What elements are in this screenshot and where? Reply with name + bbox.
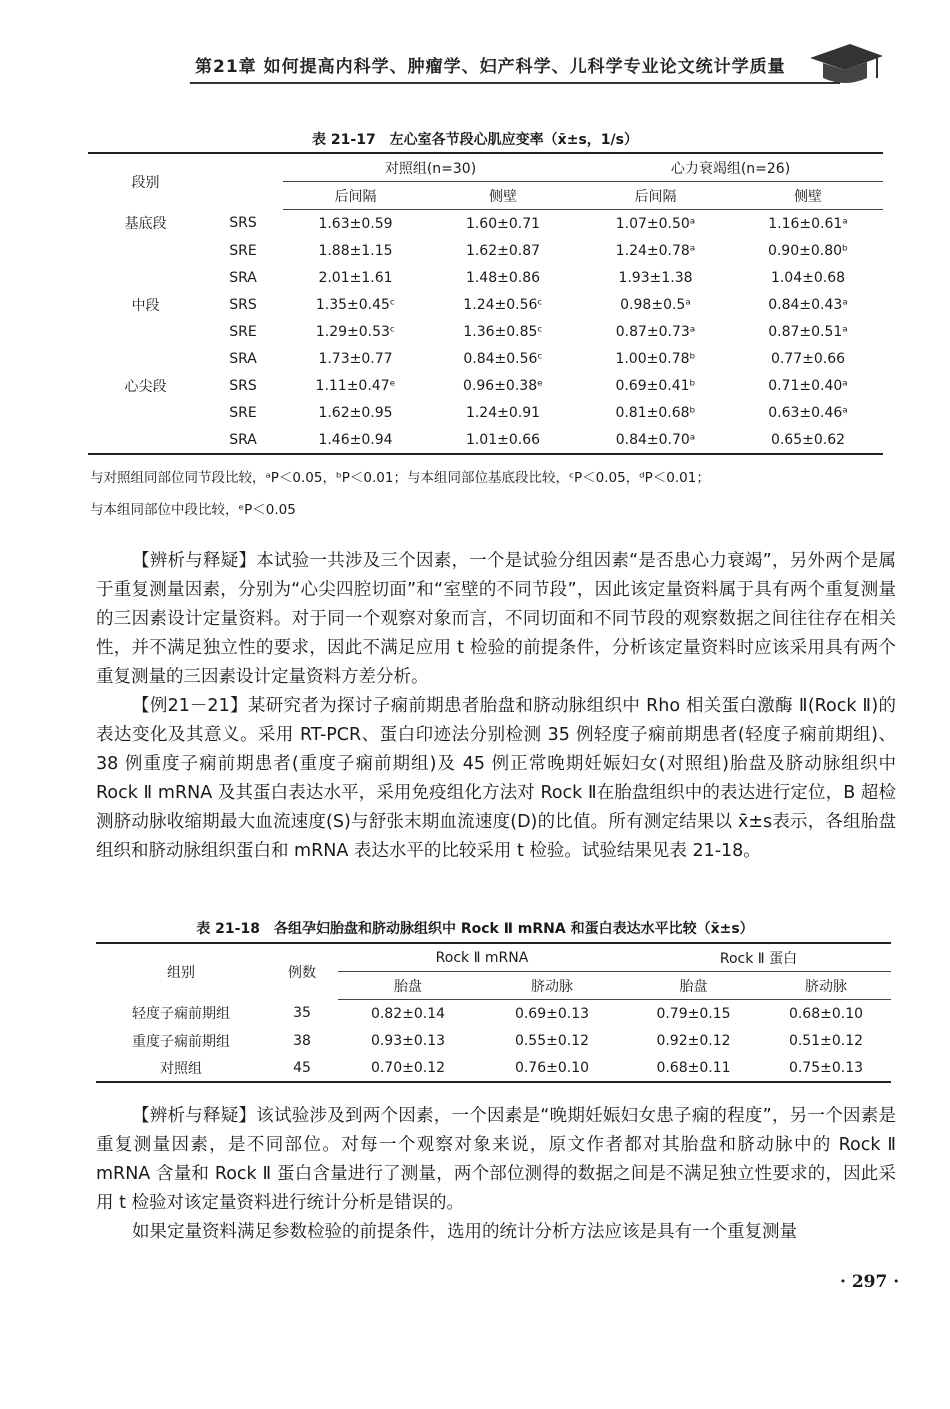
- value-cell: 1.93±1.38: [618, 269, 693, 286]
- table2: [96, 942, 891, 1083]
- table-row: [88, 345, 883, 372]
- table1-header-group1: 对照组(n=30): [283, 153, 578, 182]
- table-row: [88, 318, 883, 345]
- value-cell: 0.75±0.13: [761, 1054, 891, 1082]
- table1-subheader: 后间隔: [578, 182, 733, 210]
- table-row: [88, 426, 883, 454]
- value-cell: 0.68±0.10: [788, 1005, 864, 1022]
- n-cell: 35: [293, 1005, 311, 1022]
- value-cell: 0.55±0.12: [514, 1032, 590, 1049]
- value-cell: 1.07±0.50ᵃ: [615, 215, 696, 232]
- value-cell: 1.24±0.78ᵃ: [615, 242, 696, 259]
- value-cell: 0.93±0.13: [370, 1032, 446, 1049]
- value-cell: 1.00±0.78ᵇ: [615, 350, 696, 367]
- value-cell: 0.63±0.46ᵃ: [768, 404, 848, 421]
- paragraph: 如果定量资料满足参数检验的前提条件，选用的统计分析方法应该是具有一个重复测量: [132, 1222, 797, 1242]
- value-cell: 1.62±0.87: [465, 242, 541, 259]
- group-cell: 轻度子痫前期组: [132, 1006, 230, 1023]
- table-row: [88, 237, 883, 264]
- measure-cell: SRS: [229, 377, 257, 394]
- measure-cell: SRE: [229, 404, 257, 421]
- n-cell: 38: [293, 1032, 311, 1049]
- value-cell: 1.24±0.91: [465, 404, 541, 421]
- table-row: [88, 210, 883, 238]
- segment-cell: [88, 345, 203, 372]
- table-row: [88, 399, 883, 426]
- measure-cell: SRA: [203, 426, 283, 454]
- value-cell: 0.84±0.43ᵃ: [768, 296, 848, 313]
- value-cell: 1.36±0.85ᶜ: [463, 323, 543, 340]
- paragraph: 【辨析与释疑】本试验一共涉及三个因素，一个是试验分组因素“是否患心力衰竭”，另外两个是属于重复测量因素，分别为“心尖四腔切面”和“室壁的不同节段”，因此该定量资料属于具有两个重复测量的三因素设计定量资料。对于同一个观察对象而言，不同切面和不同节段的观察数据之间往往存在相关性，并不满足独立性的要求，因此不满足应用 t 检验的前提条件，分析该定量资料时应该采用具有两个重复测量的三因素设计定量资料方差分析。: [96, 551, 896, 687]
- chapter-header: 第21章 如何提高内科学、肿瘤学、妇产科学、儿科学专业论文统计学质量: [195, 57, 786, 77]
- segment-cell: [88, 426, 203, 454]
- value-cell: 2.01±1.61: [318, 269, 393, 286]
- value-cell: 1.29±0.53ᶜ: [315, 323, 396, 340]
- value-cell: 0.92±0.12: [656, 1032, 731, 1049]
- table1-footnote-line: 与本组同部位中段比较，ᵉP＜0.05: [90, 502, 296, 518]
- paragraph: 【例21－21】某研究者为探讨子痫前期患者胎盘和脐动脉组织中 Rho 相关蛋白激酶 Ⅱ(Rock Ⅱ)的表达变化及其意义。采用 RT-PCR、蛋白印迹法分别检测 35 例轻度子痫前期患者(轻度子痫前期组)、38 例重度子痫前期患者(重度子痫前期组)及 45 例正常晚期妊娠妇女(对照组)胎盘及脐动脉组织中 Rock Ⅱ mRNA 及其蛋白表达水平，采用免疫组化方法对 Rock Ⅱ在胎盘组织中的表达进行定位，B 超检测脐动脉收缩期最大血流速度(S)与舒张末期血流速度(D)的比值。所有测定结果以 x̄±s表示，各组胎盘组织和脐动脉组织蛋白和 mRNA 表达水平的比较采用 t 检验。试验结果见表 21-18。: [96, 696, 896, 861]
- segment-cell: 基底段: [124, 216, 167, 233]
- table1-header-group2: 心力衰竭组(n=26): [578, 153, 883, 182]
- measure-cell: SRE: [229, 242, 257, 259]
- value-cell: 1.48±0.86: [465, 269, 541, 286]
- paragraph: 【辨析与释疑】该试验涉及到两个因素，一个因素是“晚期妊娠妇女患子痫的程度”，另一个因素是重复测量因素，是不同部位。对每一个观察对象来说，原文作者都对其胎盘和脐动脉中的 Rock Ⅱ mRNA 含量和 Rock Ⅱ 蛋白含量进行了测量，两个部位测得的数据之间是不满足独立性要求的，因此采用 t 检验对该定量资料进行统计分析是错误的。: [96, 1106, 896, 1213]
- value-cell: 1.01±0.66: [428, 426, 578, 454]
- table2-subheader: 胎盘: [626, 972, 761, 1000]
- value-cell: 0.82±0.14: [370, 1005, 446, 1022]
- value-cell: 1.88±1.15: [318, 242, 393, 259]
- value-cell: 0.69±0.13: [514, 1005, 590, 1022]
- value-cell: 0.51±0.12: [788, 1032, 864, 1049]
- value-cell: 1.11±0.47ᵉ: [315, 377, 396, 394]
- segment-cell: [88, 399, 203, 426]
- table1: [88, 152, 883, 455]
- table1-footnote-line: 与对照组同部位同节段比较，ᵃP＜0.05，ᵇP＜0.01；与本组同部位基底段比较，ᶜP＜0.05，ᵈP＜0.01；: [90, 470, 710, 486]
- table2-subheader: 脐动脉: [761, 972, 891, 1000]
- value-cell: 0.79±0.15: [656, 1005, 731, 1022]
- table2-subheader: 胎盘: [338, 972, 478, 1000]
- table1-header-segment: 段别: [88, 153, 203, 210]
- table2-header-n: 例数: [266, 943, 338, 1000]
- table1-title: 表 21-17 左心室各节段心肌应变率（x̄±s，1/s）: [312, 132, 638, 148]
- group-cell: 重度子痫前期组: [132, 1033, 230, 1050]
- table-row: [96, 1054, 891, 1082]
- n-cell: 45: [266, 1054, 338, 1082]
- value-cell: 1.04±0.68: [770, 269, 846, 286]
- value-cell: 1.16±0.61ᵃ: [768, 215, 848, 232]
- value-cell: 0.96±0.38ᵉ: [463, 377, 543, 394]
- value-cell: 0.84±0.70ᵃ: [578, 426, 733, 454]
- segment-cell: [88, 237, 203, 264]
- page-number: · 297 ·: [840, 1272, 900, 1292]
- segment-cell: [88, 318, 203, 345]
- table-row: [88, 264, 883, 291]
- segment-cell: 中段: [131, 297, 160, 314]
- table2-title: 表 21-18 各组孕妇胎盘和脐动脉组织中 Rock Ⅱ mRNA 和蛋白表达水平比较（x̄±s）: [196, 921, 754, 937]
- segment-cell: 心尖段: [124, 378, 167, 395]
- header-rule: [190, 82, 840, 84]
- value-cell: 0.84±0.56ᶜ: [463, 350, 543, 367]
- value-cell: 1.60±0.71: [465, 215, 541, 232]
- body-text-2: [96, 1102, 896, 1247]
- measure-cell: SRE: [229, 323, 257, 340]
- value-cell: 0.87±0.51ᵃ: [768, 323, 848, 340]
- value-cell: 0.69±0.41ᵇ: [615, 377, 696, 394]
- value-cell: 0.87±0.73ᵃ: [615, 323, 696, 340]
- value-cell: 1.63±0.59: [318, 215, 393, 232]
- measure-cell: SRS: [229, 296, 257, 313]
- measure-cell: SRS: [229, 215, 257, 232]
- value-cell: 1.46±0.94: [283, 426, 428, 454]
- table-row: [96, 1027, 891, 1054]
- segment-cell: [88, 264, 203, 291]
- table-row: [88, 291, 883, 318]
- value-cell: 0.71±0.40ᵃ: [768, 377, 848, 394]
- table1-subheader: 后间隔: [283, 182, 428, 210]
- value-cell: 0.68±0.11: [626, 1054, 761, 1082]
- value-cell: 1.73±0.77: [318, 350, 393, 367]
- table-row: [88, 372, 883, 399]
- value-cell: 0.90±0.80ᵇ: [767, 242, 849, 259]
- value-cell: 0.76±0.10: [478, 1054, 626, 1082]
- table2-header-protein: Rock Ⅱ 蛋白: [626, 943, 891, 972]
- value-cell: 1.24±0.56ᶜ: [463, 296, 543, 313]
- table2-header-group: 组别: [96, 943, 266, 1000]
- value-cell: 1.35±0.45ᶜ: [315, 296, 396, 313]
- table1-footnote: [90, 462, 880, 526]
- value-cell: 0.70±0.12: [338, 1054, 478, 1082]
- table1-subheader: 侧壁: [733, 182, 883, 210]
- body-text-1: [96, 547, 896, 866]
- table2-subheader: 脐动脉: [478, 972, 626, 1000]
- measure-cell: SRA: [229, 269, 257, 286]
- value-cell: 0.77±0.66: [770, 350, 846, 367]
- table2-header-mrna: Rock Ⅱ mRNA: [338, 943, 626, 972]
- table1-subheader: 侧壁: [428, 182, 578, 210]
- group-cell: 对照组: [96, 1054, 266, 1082]
- measure-cell: SRA: [229, 350, 257, 367]
- value-cell: 0.65±0.62: [733, 426, 883, 454]
- value-cell: 0.81±0.68ᵇ: [615, 404, 696, 421]
- value-cell: 1.62±0.95: [318, 404, 393, 421]
- value-cell: 0.98±0.5ᵃ: [620, 296, 691, 313]
- table-row: [96, 1000, 891, 1028]
